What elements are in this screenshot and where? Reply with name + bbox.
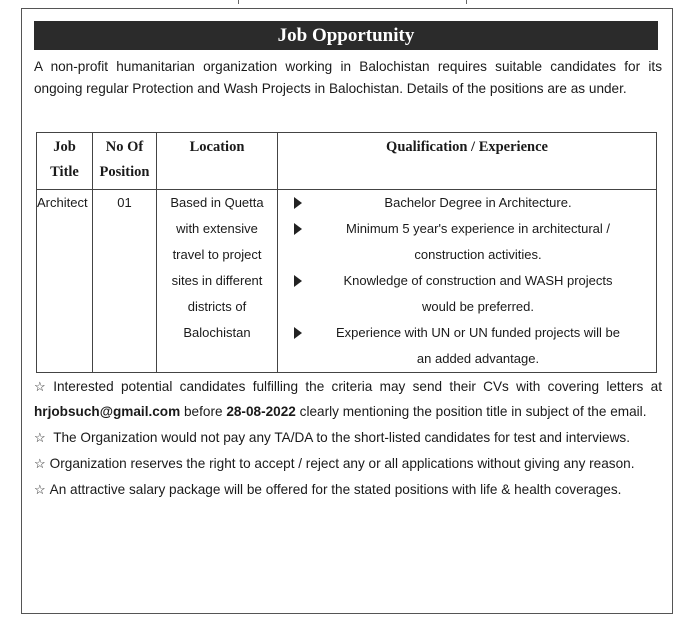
- note-text: before: [183, 404, 223, 419]
- note-apply: [34, 374, 662, 424]
- note-text: Organization reserves the right to accept / reject any or all applications without giving any reason.: [49, 456, 635, 471]
- note-text: Interested potential candidates fulfilling the criteria may send their CVs with covering letters at: [53, 379, 662, 394]
- qualification-list: [278, 190, 656, 372]
- qualification-text: construction activities.: [414, 247, 542, 262]
- location-line: with extensive: [176, 221, 258, 236]
- star-outline-icon: ☆: [34, 456, 46, 471]
- qualification-text: would be preferred.: [421, 299, 534, 314]
- location-line: districts of: [187, 299, 247, 314]
- star-outline-icon: ☆: [34, 379, 50, 394]
- arrow-right-icon: [294, 275, 302, 287]
- ad-title: Job Opportunity: [34, 21, 658, 50]
- table-header-row: [37, 133, 657, 190]
- cell-no-of-position: 01: [93, 190, 157, 373]
- qualification-text: Minimum 5 year's experience in architectural /: [345, 221, 611, 236]
- arrow-right-icon: [294, 223, 302, 235]
- deadline-date: 28-08-2022: [226, 404, 296, 419]
- list-item: [290, 268, 648, 320]
- note-salary: [34, 477, 662, 502]
- positions-table: [36, 132, 657, 373]
- header-qualification: Qualification / Experience: [278, 133, 657, 190]
- location-line: Based in Quetta: [170, 195, 264, 210]
- location-line: Balochistan: [183, 325, 251, 340]
- note-text: clearly mentioning the position title in subject of the email.: [299, 404, 647, 419]
- list-item: [290, 320, 648, 372]
- frame-tick: [466, 0, 467, 4]
- note-tada: [34, 425, 662, 450]
- qualification-text: Bachelor Degree in Architecture.: [384, 195, 572, 210]
- header-no-line2: Position: [99, 164, 150, 180]
- note-text: The Organization would not pay any TA/DA to the short-listed candidates for test and interviews.: [53, 430, 630, 445]
- header-no-of-position: [93, 133, 157, 190]
- table-row: [37, 190, 657, 373]
- contact-email: hrjobsuch@gmail.com: [34, 404, 181, 419]
- cell-job-title: Architect: [37, 190, 93, 373]
- qualification-text: Knowledge of construction and WASH projects: [343, 273, 613, 288]
- arrow-right-icon: [294, 327, 302, 339]
- note-rights: [34, 451, 662, 476]
- list-item: [290, 216, 648, 268]
- note-text: An attractive salary package will be offered for the stated positions with life & health coverages.: [49, 482, 622, 497]
- header-job-title: [37, 133, 93, 190]
- cell-location: [157, 190, 278, 373]
- qualification-text: Experience with UN or UN funded projects will be: [336, 325, 620, 340]
- list-item: [290, 190, 648, 216]
- header-job-title-line2: Title: [50, 164, 79, 180]
- intro-paragraph: A non-profit humanitarian organization working in Balochistan requires suitable candidates for its ongoing regular Protection and Wash Projects in Balochistan. Details of the positions are as under.: [34, 59, 662, 96]
- frame-tick: [238, 0, 239, 4]
- arrow-right-icon: [294, 197, 302, 209]
- header-job-title-line1: Job: [53, 139, 76, 155]
- header-no-line1: No Of: [105, 139, 144, 155]
- location-line: sites in different: [171, 273, 263, 288]
- star-outline-icon: ☆: [34, 482, 46, 497]
- notes-section: [34, 374, 662, 503]
- cell-qualification: [278, 190, 657, 373]
- location-line: travel to project: [172, 247, 262, 262]
- star-outline-icon: ☆: [34, 430, 46, 445]
- header-location: Location: [157, 133, 278, 190]
- qualification-text: an added advantage.: [416, 351, 540, 366]
